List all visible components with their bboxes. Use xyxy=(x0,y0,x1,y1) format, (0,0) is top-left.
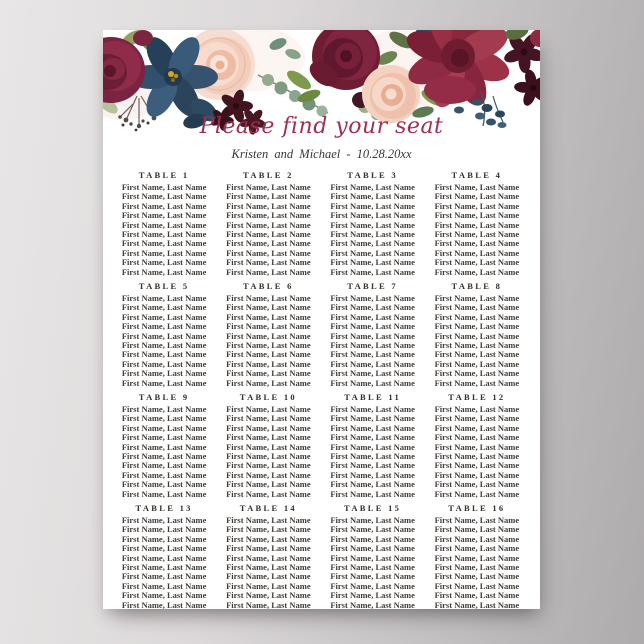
guest-name: First Name, Last Name xyxy=(121,377,207,388)
guest-name: First Name, Last Name xyxy=(330,515,415,525)
guest-name: First Name, Last Name xyxy=(330,432,415,443)
guest-name: First Name, Last Name xyxy=(434,599,520,610)
guest-name: First Name, Last Name xyxy=(434,238,520,249)
table-section xyxy=(218,170,318,281)
guest-name: First Name, Last Name xyxy=(121,451,207,462)
guest-name: First Name, Last Name xyxy=(330,580,415,591)
guest-name: First Name, Last Name xyxy=(434,191,520,202)
guest-name: First Name, Last Name xyxy=(434,377,520,388)
guest-name: First Name, Last Name xyxy=(121,422,207,433)
guest-name: First Name, Last Name xyxy=(434,469,520,480)
guest-name: First Name, Last Name xyxy=(226,524,311,535)
guest-name: First Name, Last Name xyxy=(226,460,311,471)
guest-name: First Name, Last Name xyxy=(121,552,207,563)
guest-name: First Name, Last Name xyxy=(330,404,415,414)
table-label: TABLE 14 xyxy=(239,503,297,513)
guest-name: First Name, Last Name xyxy=(434,219,520,230)
table-label: TABLE 12 xyxy=(448,392,506,402)
guest-name: First Name, Last Name xyxy=(226,599,311,610)
guest-name: First Name, Last Name xyxy=(330,219,415,230)
guest-name: First Name, Last Name xyxy=(434,311,520,322)
table-label: TABLE 2 xyxy=(243,170,294,180)
guest-name: First Name, Last Name xyxy=(226,182,311,192)
guest-name: First Name, Last Name xyxy=(434,358,520,369)
guest-name: First Name, Last Name xyxy=(226,469,311,480)
guest-name: First Name, Last Name xyxy=(226,358,311,369)
guest-name: First Name, Last Name xyxy=(434,340,520,351)
guest-name: First Name, Last Name xyxy=(121,257,207,268)
guest-name: First Name, Last Name xyxy=(121,441,207,452)
guest-name: First Name, Last Name xyxy=(226,340,311,351)
guest-name: First Name, Last Name xyxy=(330,441,415,452)
guest-name: First Name, Last Name xyxy=(330,349,415,360)
guest-name: First Name, Last Name xyxy=(434,413,520,424)
guest-name: First Name, Last Name xyxy=(121,590,207,601)
guest-name: First Name, Last Name xyxy=(434,330,520,341)
guest-name: First Name, Last Name xyxy=(330,191,415,202)
guest-name: First Name, Last Name xyxy=(121,413,207,424)
guest-name: First Name, Last Name xyxy=(121,238,207,249)
guest-name: First Name, Last Name xyxy=(330,321,415,332)
guest-name: First Name, Last Name xyxy=(434,404,520,414)
table-label: TABLE 16 xyxy=(448,503,506,513)
guest-name: First Name, Last Name xyxy=(434,200,520,211)
guest-name: First Name, Last Name xyxy=(121,340,207,351)
guest-name: First Name, Last Name xyxy=(330,543,415,554)
guest-name: First Name, Last Name xyxy=(330,377,415,388)
guest-name: First Name, Last Name xyxy=(226,247,311,258)
guest-name: First Name, Last Name xyxy=(434,460,520,471)
guest-name: First Name, Last Name xyxy=(330,238,415,249)
table-section xyxy=(218,503,318,614)
table-label: TABLE 10 xyxy=(239,392,297,402)
tables-grid xyxy=(114,170,527,614)
guest-name: First Name, Last Name xyxy=(330,451,415,462)
guest-name: First Name, Last Name xyxy=(434,293,520,303)
guest-name: First Name, Last Name xyxy=(226,293,311,303)
guest-name: First Name, Last Name xyxy=(226,368,311,379)
guest-name: First Name, Last Name xyxy=(330,571,415,582)
guest-name: First Name, Last Name xyxy=(121,293,207,303)
table-section xyxy=(427,392,527,503)
guest-name: First Name, Last Name xyxy=(434,571,520,582)
guest-name: First Name, Last Name xyxy=(121,302,207,313)
guest-name: First Name, Last Name xyxy=(330,302,415,313)
guest-name: First Name, Last Name xyxy=(226,311,311,322)
table-section xyxy=(114,503,214,614)
table-section xyxy=(114,281,214,392)
guest-name: First Name, Last Name xyxy=(226,479,311,490)
guest-name: First Name, Last Name xyxy=(330,358,415,369)
guest-name: First Name, Last Name xyxy=(434,182,520,192)
guest-name: First Name, Last Name xyxy=(330,469,415,480)
guest-name: First Name, Last Name xyxy=(330,533,415,544)
table-section xyxy=(427,170,527,281)
guest-name: First Name, Last Name xyxy=(330,311,415,322)
guest-name: First Name, Last Name xyxy=(121,571,207,582)
guest-name: First Name, Last Name xyxy=(121,200,207,211)
guest-name: First Name, Last Name xyxy=(226,210,311,221)
guest-name: First Name, Last Name xyxy=(226,229,311,240)
guest-name: First Name, Last Name xyxy=(330,488,415,499)
guest-name: First Name, Last Name xyxy=(434,488,520,499)
guest-name: First Name, Last Name xyxy=(226,488,311,499)
guest-name: First Name, Last Name xyxy=(330,413,415,424)
guest-name: First Name, Last Name xyxy=(121,580,207,591)
table-section xyxy=(323,281,423,392)
guest-name: First Name, Last Name xyxy=(434,533,520,544)
guest-name: First Name, Last Name xyxy=(330,368,415,379)
guest-name: First Name, Last Name xyxy=(330,200,415,211)
guest-name: First Name, Last Name xyxy=(121,229,207,240)
guest-name: First Name, Last Name xyxy=(121,515,207,525)
guest-name: First Name, Last Name xyxy=(434,552,520,563)
guest-name: First Name, Last Name xyxy=(121,210,207,221)
table-label: TABLE 7 xyxy=(347,281,398,291)
table-section xyxy=(323,392,423,503)
guest-name: First Name, Last Name xyxy=(226,413,311,424)
guest-name: First Name, Last Name xyxy=(121,219,207,230)
guest-name: First Name, Last Name xyxy=(226,191,311,202)
guest-name: First Name, Last Name xyxy=(434,432,520,443)
guest-name: First Name, Last Name xyxy=(434,441,520,452)
guest-name: First Name, Last Name xyxy=(226,377,311,388)
table-section xyxy=(218,392,318,503)
guest-name: First Name, Last Name xyxy=(330,293,415,303)
guest-name: First Name, Last Name xyxy=(226,543,311,554)
guest-name: First Name, Last Name xyxy=(226,562,311,573)
guest-name: First Name, Last Name xyxy=(121,404,207,414)
table-section xyxy=(114,170,214,281)
guest-name: First Name, Last Name xyxy=(434,562,520,573)
guest-name: First Name, Last Name xyxy=(226,200,311,211)
guest-name: First Name, Last Name xyxy=(226,552,311,563)
table-section xyxy=(427,281,527,392)
guest-name: First Name, Last Name xyxy=(330,599,415,610)
guest-name: First Name, Last Name xyxy=(434,422,520,433)
guest-name: First Name, Last Name xyxy=(226,571,311,582)
guest-name: First Name, Last Name xyxy=(330,266,415,277)
guest-name: First Name, Last Name xyxy=(330,330,415,341)
table-section xyxy=(427,503,527,614)
guest-name: First Name, Last Name xyxy=(121,182,207,192)
seating-chart-poster xyxy=(103,30,540,609)
guest-name: First Name, Last Name xyxy=(121,321,207,332)
guest-name: First Name, Last Name xyxy=(330,422,415,433)
guest-name: First Name, Last Name xyxy=(434,349,520,360)
guest-name: First Name, Last Name xyxy=(330,552,415,563)
guest-name: First Name, Last Name xyxy=(121,562,207,573)
guest-name: First Name, Last Name xyxy=(121,247,207,258)
guest-name: First Name, Last Name xyxy=(330,182,415,192)
table-label: TABLE 1 xyxy=(138,170,190,180)
guest-name: First Name, Last Name xyxy=(226,219,311,230)
table-label: TABLE 4 xyxy=(451,170,503,180)
guest-name: First Name, Last Name xyxy=(226,404,311,414)
guest-name: First Name, Last Name xyxy=(330,257,415,268)
guest-name: First Name, Last Name xyxy=(330,247,415,258)
guest-name: First Name, Last Name xyxy=(434,524,520,535)
guest-name: First Name, Last Name xyxy=(226,533,311,544)
guest-name: First Name, Last Name xyxy=(226,441,311,452)
guest-name: First Name, Last Name xyxy=(330,460,415,471)
guest-name: First Name, Last Name xyxy=(121,358,207,369)
guest-name: First Name, Last Name xyxy=(330,479,415,490)
guest-name: First Name, Last Name xyxy=(121,432,207,443)
guest-name: First Name, Last Name xyxy=(330,562,415,573)
guest-name: First Name, Last Name xyxy=(226,266,311,277)
table-label: TABLE 3 xyxy=(347,170,398,180)
table-section xyxy=(323,503,423,614)
guest-name: First Name, Last Name xyxy=(121,543,207,554)
guest-name: First Name, Last Name xyxy=(434,321,520,332)
poster-subtitle: Kristen and Michael - 10.28.20xx xyxy=(231,147,412,161)
guest-name: First Name, Last Name xyxy=(330,590,415,601)
table-section xyxy=(323,170,423,281)
poster-title: Please find your seat xyxy=(199,114,444,139)
table-label: TABLE 5 xyxy=(138,281,190,291)
guest-name: First Name, Last Name xyxy=(121,524,207,535)
guest-name: First Name, Last Name xyxy=(121,349,207,360)
guest-name: First Name, Last Name xyxy=(226,238,311,249)
guest-name: First Name, Last Name xyxy=(330,340,415,351)
table-label: TABLE 9 xyxy=(138,392,190,402)
guest-name: First Name, Last Name xyxy=(121,479,207,490)
guest-name: First Name, Last Name xyxy=(330,524,415,535)
guest-name: First Name, Last Name xyxy=(434,368,520,379)
guest-name: First Name, Last Name xyxy=(434,580,520,591)
table-label: TABLE 13 xyxy=(135,503,193,513)
table-section xyxy=(114,392,214,503)
guest-name: First Name, Last Name xyxy=(226,349,311,360)
guest-name: First Name, Last Name xyxy=(121,191,207,202)
guest-name: First Name, Last Name xyxy=(226,515,311,525)
guest-name: First Name, Last Name xyxy=(226,432,311,443)
table-section xyxy=(218,281,318,392)
guest-name: First Name, Last Name xyxy=(434,257,520,268)
table-label: TABLE 11 xyxy=(344,392,401,402)
guest-name: First Name, Last Name xyxy=(434,479,520,490)
guest-name: First Name, Last Name xyxy=(226,302,311,313)
guest-name: First Name, Last Name xyxy=(226,590,311,601)
guest-name: First Name, Last Name xyxy=(226,330,311,341)
guest-name: First Name, Last Name xyxy=(226,257,311,268)
guest-name: First Name, Last Name xyxy=(434,229,520,240)
guest-name: First Name, Last Name xyxy=(434,451,520,462)
guest-name: First Name, Last Name xyxy=(121,368,207,379)
guest-name: First Name, Last Name xyxy=(434,210,520,221)
guest-name: First Name, Last Name xyxy=(434,266,520,277)
guest-name: First Name, Last Name xyxy=(330,229,415,240)
guest-name: First Name, Last Name xyxy=(226,451,311,462)
guest-name: First Name, Last Name xyxy=(434,590,520,601)
guest-name: First Name, Last Name xyxy=(226,321,311,332)
guest-name: First Name, Last Name xyxy=(121,533,207,544)
table-label: TABLE 8 xyxy=(451,281,503,291)
guest-name: First Name, Last Name xyxy=(121,330,207,341)
guest-name: First Name, Last Name xyxy=(121,599,207,610)
guest-name: First Name, Last Name xyxy=(121,266,207,277)
guest-name: First Name, Last Name xyxy=(226,580,311,591)
guest-name: First Name, Last Name xyxy=(121,469,207,480)
guest-name: First Name, Last Name xyxy=(330,210,415,221)
guest-name: First Name, Last Name xyxy=(434,543,520,554)
guest-name: First Name, Last Name xyxy=(121,460,207,471)
guest-name: First Name, Last Name xyxy=(434,515,520,525)
guest-name: First Name, Last Name xyxy=(121,311,207,322)
guest-name: First Name, Last Name xyxy=(434,247,520,258)
guest-name: First Name, Last Name xyxy=(226,422,311,433)
table-label: TABLE 15 xyxy=(344,503,402,513)
table-label: TABLE 6 xyxy=(243,281,294,291)
guest-name: First Name, Last Name xyxy=(434,302,520,313)
guest-name: First Name, Last Name xyxy=(121,488,207,499)
